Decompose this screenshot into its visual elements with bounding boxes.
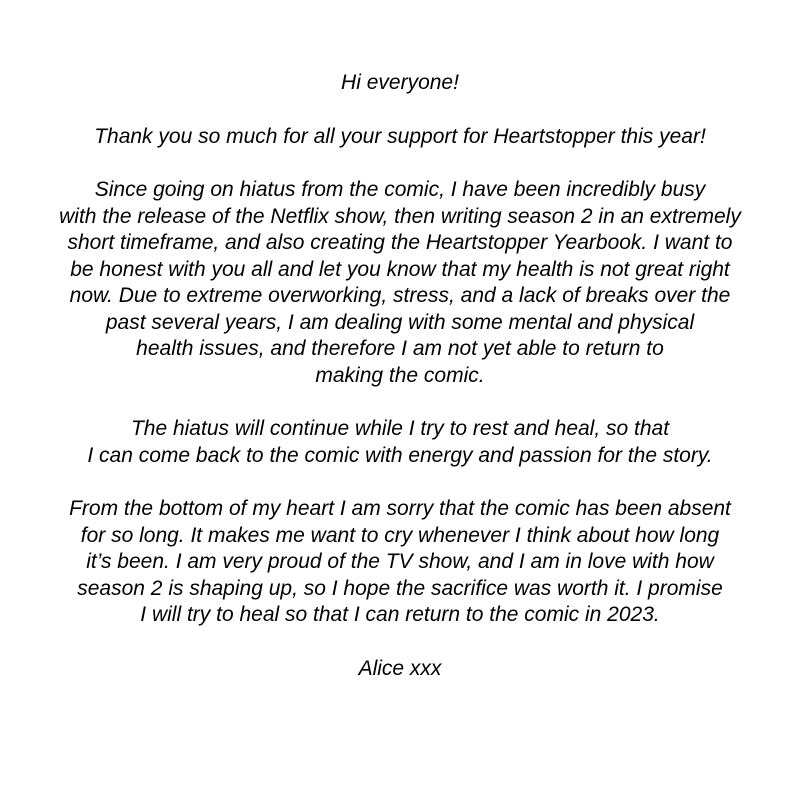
apology-paragraph [0,496,800,629]
signature [0,656,800,683]
health-line-8: making the comic. [315,363,485,387]
thanks-paragraph [0,124,800,151]
health-line-4: be honest with you all and let you know that my health is not great right [70,257,730,281]
apology-line-3: it’s been. I am very proud of the TV show, and I am in love with how [86,550,714,573]
health-line-5: now. Due to extreme overworking, stress, and a lack of breaks over the [69,284,731,307]
hiatus-line-2: I can come back to the comic with energy and passion for the story. [87,443,713,467]
apology-line-2: for so long. It makes me want to cry whenever I think about how long [80,523,720,547]
signature-line: Alice xxx [358,656,442,680]
greeting [0,70,800,97]
letter-body [0,70,800,709]
health-line-2: with the release of the Netflix show, then writing season 2 in an extremely [59,204,741,228]
hiatus-line-1: The hiatus will continue while I try to rest and heal, so that [130,417,670,440]
greeting-line: Hi everyone! [341,71,459,94]
health-line-7: health issues, and therefore I am not yet able to return to [136,337,664,360]
apology-line-1: From the bottom of my heart I am sorry that the comic has been absent [69,497,731,520]
health-line-6: past several years, I am dealing with some mental and physical [105,310,695,334]
health-paragraph [0,177,800,389]
health-line-1: Since going on hiatus from the comic, I have been incredibly busy [94,178,706,201]
apology-line-5: I will try to heal so that I can return to the comic in 2023. [140,603,660,626]
thanks-line: Thank you so much for all your support for Heartstopper this year! [94,124,706,148]
hiatus-paragraph [0,416,800,469]
health-line-3: short timeframe, and also creating the Heartstopper Yearbook. I want to [67,231,733,254]
apology-line-4: season 2 is shaping up, so I hope the sacrifice was worth it. I promise [77,576,723,600]
